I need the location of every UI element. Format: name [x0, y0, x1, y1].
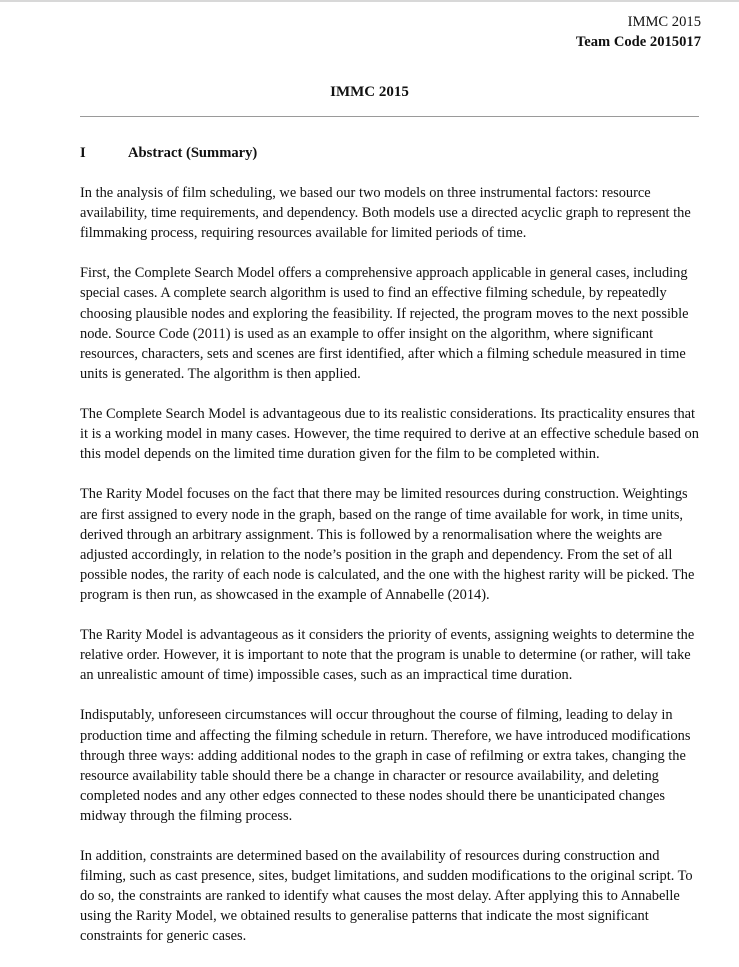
section-title: Abstract (Summary): [128, 145, 258, 161]
document-title: IMMC 2015: [330, 84, 409, 100]
header-event: IMMC 2015: [627, 14, 701, 30]
paragraph: The Rarity Model is advantageous as it considers the priority of events, assigning weights to determine the relative order. However, it is important to note that the program is unable to determine (or rather, will take an unrealistic amount of time) impossible cases, such as an impractical time duration.: [80, 627, 695, 684]
paragraph: Indisputably, unforeseen circumstances will occur throughout the course of filming, leading to delay in production time and affecting the filming schedule in return. Therefore, we have introduced modifications through three ways: adding additional nodes to the graph in case of refilming or extra takes, changing the resource availability table should there be a change in character or resource availability, and deleting completed nodes and any other edges connected to these nodes should there be unanticipated changes midway through the filming process.: [80, 707, 691, 824]
paragraph: In addition, constraints are determined based on the availability of resources during construction and filming, such as cast presence, sites, budget limitations, and sudden modifications to the original script. To do so, the constraints are ranked to identify what causes the most delay. After applying this to Annabelle using the Rarity Model, we obtained results to generalise patterns that indicate the most significant constraints for generic cases.: [80, 848, 693, 945]
page-top-border: [0, 0, 739, 2]
section-number: I: [80, 145, 86, 161]
running-header: [576, 12, 701, 52]
header-team-code: Team Code 2015017: [575, 34, 701, 50]
paragraph: The Rarity Model focuses on the fact that there may be limited resources during construction. Weightings are first assigned to every node in the graph, based on the range of time available for work, in time units, derived through an arbitrary assignment. This is followed by a renormalisation where the weights are adjusted accordingly, in relation to the node’s position in the graph and dependency. From the set of all possible nodes, the rarity of each node is calculated, and the one with the highest rarity will be picked. The program is then run, as showcased in the example of Annabelle (2014).: [80, 486, 695, 603]
abstract-body: [80, 183, 699, 967]
section-heading: [80, 145, 257, 162]
paragraph: The Complete Search Model is advantageous due to its realistic considerations. Its practicality ensures that it is a working model in many cases. However, the time required to derive at an effective schedule based on this model depends on the limited time duration given for the film to be completed within.: [80, 406, 699, 463]
paragraph: In the analysis of film scheduling, we based our two models on three instrumental factors: resource availability, time requirements, and dependency. Both models use a directed acyclic graph to represent the filmmaking process, requiring resources available for limited periods of time.: [80, 185, 691, 242]
paragraph: First, the Complete Search Model offers a comprehensive approach applicable in general cases, including special cases. A complete search algorithm is used to find an effective filming schedule, by repeatedly choosing plausible nodes and exploring the feasibility. If rejected, the program moves to the next possible node. Source Code (2011) is used as an example to offer insight on the algorithm, where significant resources, characters, sets and scenes are first identified, after which a filming schedule measured in time units is generated. The algorithm is then applied.: [80, 265, 689, 382]
title-divider: [80, 116, 699, 117]
